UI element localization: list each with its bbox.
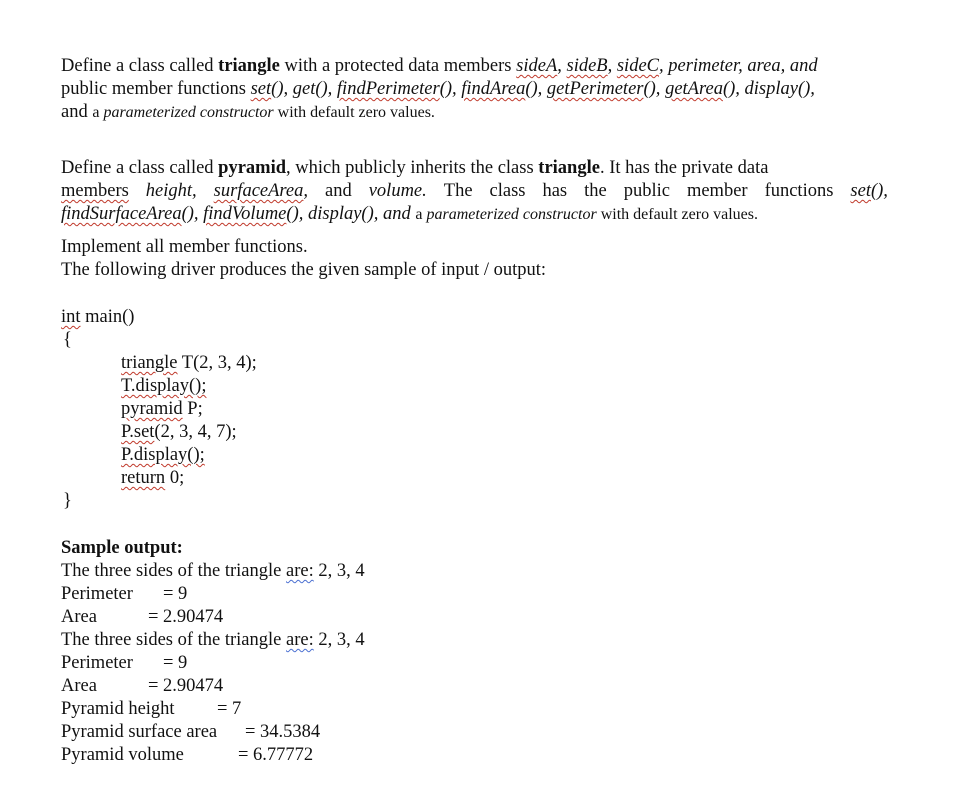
code-line-p-set: P.set(2, 3, 4, 7); [121, 422, 237, 442]
para3-line1: Implement all member functions. [61, 237, 308, 257]
output-area-1: Area = 2.90474 [61, 607, 224, 627]
code-open-brace: { [63, 330, 72, 350]
output-pyramid-height: Pyramid height = 7 [61, 699, 242, 719]
para2-line3: findSurfaceArea(), findVolume(), display(), and a parameterized constructor with default zero values. [61, 204, 758, 224]
para1-line2: public member functions set(), get(), findPerimeter(), findArea(), getPerimeter(), getArea(), display(), [61, 79, 815, 99]
output-sides-2: The three sides of the triangle are: 2, 3, 4 [61, 630, 365, 650]
output-pyramid-surface: Pyramid surface area = 34.5384 [61, 722, 321, 742]
code-line-t-display: T.display(); [121, 376, 207, 396]
code-main-signature: int main() [61, 307, 135, 327]
code-line-p-display: P.display(); [121, 445, 205, 465]
output-area-2: Area = 2.90474 [61, 676, 224, 696]
sample-output-heading: Sample output: [61, 538, 183, 558]
output-pyramid-volume: Pyramid volume = 6.77772 [61, 745, 314, 765]
para1-line1: Define a class called triangle with a protected data members sideA, sideB, sideC, perimeter, area, and [61, 56, 818, 76]
output-sides-1: The three sides of the triangle are: 2, 3, 4 [61, 561, 365, 581]
code-line-pyramid: pyramid P; [121, 399, 203, 419]
para2-line2: members height, surfaceArea, and volume. The class has the public member functions set(), [61, 181, 888, 201]
code-close-brace: } [63, 491, 72, 511]
output-perimeter-1: Perimeter = 9 [61, 584, 188, 604]
output-perimeter-2: Perimeter = 9 [61, 653, 188, 673]
para3-line2: The following driver produces the given sample of input / output: [61, 260, 547, 280]
code-line-triangle: triangle T(2, 3, 4); [121, 353, 257, 373]
para1-line3: and a parameterized constructor with default zero values. [61, 102, 435, 122]
para2-line1: Define a class called pyramid, which publicly inherits the class triangle. It has the private data [61, 158, 769, 178]
code-line-return: return 0; [121, 468, 185, 488]
